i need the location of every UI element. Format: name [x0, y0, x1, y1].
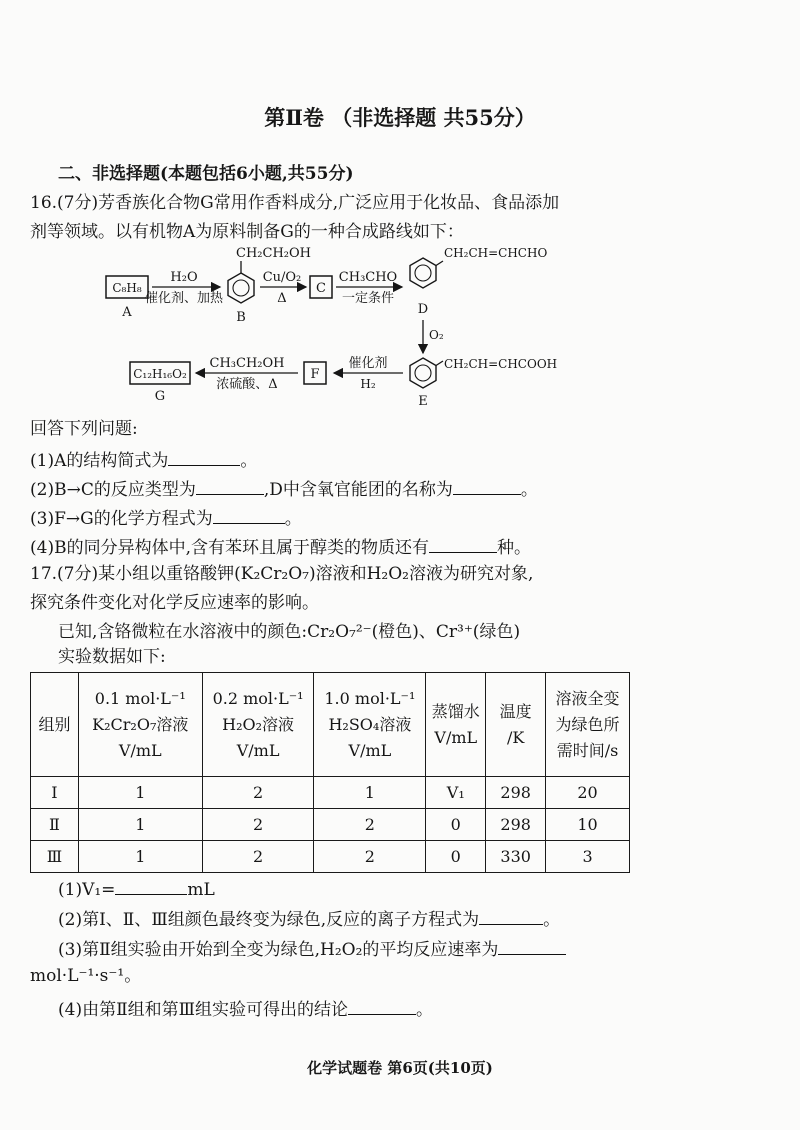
table-cell: 0: [426, 809, 486, 841]
table-cell: 1: [78, 841, 202, 873]
compound-d-benzene-ring: [410, 258, 436, 288]
table-row: [31, 777, 630, 809]
q16-part1: [30, 447, 257, 472]
q17-part4-text: (4)由第Ⅱ组和第Ⅲ组实验可得出的结论: [58, 1000, 349, 1020]
compound-e-substituent: CH₂CH=CHCOOH: [444, 357, 558, 371]
header-h2o2: 0.2 mol·L⁻¹ H₂O₂溶液 V/mL: [202, 673, 314, 777]
compound-a-label: A: [122, 305, 132, 320]
step1-reagent: H₂O: [170, 270, 198, 285]
table-cell: 298: [486, 777, 546, 809]
table-row: [31, 809, 630, 841]
q16-part4-blank: [429, 534, 497, 553]
q17-known: 已知,含铬微粒在水溶液中的颜色:Cr₂O₇²⁻(橙色)、Cr³⁺(绿色): [58, 622, 521, 642]
q17-part3-text: (3)第Ⅱ组实验由开始到全变为绿色,H₂O₂的平均反应速率为: [58, 940, 499, 960]
table-cell: 2: [202, 841, 314, 873]
q16-part1-text: (1)A的结构简式为: [30, 451, 169, 471]
compound-b-label: B: [236, 310, 246, 325]
q17-part3: [58, 936, 566, 961]
table-cell: Ⅰ: [31, 777, 79, 809]
synthesis-route-scheme: [0, 240, 800, 415]
header-k2cr2o7: 0.1 mol·L⁻¹ K₂Cr₂O₇溶液 V/mL: [78, 673, 202, 777]
q17-intro-line1: 17.(7分)某小组以重铬酸钾(K₂Cr₂O₇)溶液和H₂O₂溶液为研究对象,: [30, 564, 534, 584]
header-water: 蒸馏水 V/mL: [426, 673, 486, 777]
q16-answer-prompt: 回答下列问题:: [30, 419, 138, 439]
q17-part2-blank: [479, 906, 543, 925]
table-cell: 2: [314, 809, 426, 841]
table-cell: 20: [546, 777, 630, 809]
experiment-data-table: [30, 672, 630, 873]
compound-e-benzene-ring: [410, 358, 436, 388]
q17-part4-end: 。: [416, 1000, 434, 1020]
table-cell: 1: [314, 777, 426, 809]
compound-d-substituent: CH₂CH=CHCHO: [444, 246, 548, 260]
part-title: 第Ⅱ卷 （非选择题 共55分）: [264, 105, 536, 130]
compound-d-label: D: [417, 302, 429, 317]
table-cell: 2: [202, 809, 314, 841]
q16-part2-text: (2)B→C的反应类型为: [30, 480, 196, 500]
compound-b-substituent: CH₂CH₂OH: [236, 246, 311, 261]
q17-part2-end: 。: [543, 910, 561, 930]
step3-reagent: CH₃CHO: [338, 270, 398, 285]
q16-part3-text: (3)F→G的化学方程式为: [30, 509, 213, 529]
q17-part1-text: (1)V₁=: [58, 880, 116, 900]
header-group: 组别: [31, 673, 79, 777]
q17-part4: [58, 996, 433, 1021]
table-cell: 0: [426, 841, 486, 873]
table-cell: 1: [78, 809, 202, 841]
q16-part4-text: (4)B的同分异构体中,含有苯环且属于醇类的物质还有: [30, 538, 429, 558]
q17-part3-unit: mol·L⁻¹·s⁻¹。: [30, 966, 142, 986]
q17-data-prompt: 实验数据如下:: [58, 647, 166, 667]
q16-part2: [30, 476, 538, 501]
q16-part2-end: 。: [520, 480, 538, 500]
q16-part2-blank2: [453, 476, 521, 495]
step2-reagent: Cu/O₂: [262, 270, 302, 285]
header-time: 溶液全变 为绿色所 需时间/s: [546, 673, 630, 777]
q17-part2-text: (2)第Ⅰ、Ⅱ、Ⅲ组颜色最终变为绿色,反应的离子方程式为: [58, 910, 480, 930]
compound-a-formula: C₈H₈: [112, 281, 142, 295]
q16-part2-text2: ,D中含氧官能团的名称为: [263, 480, 453, 500]
q16-part1-end: 。: [240, 451, 258, 471]
table-cell: 1: [78, 777, 202, 809]
q17-part4-blank: [348, 996, 416, 1015]
step1-condition: 催化剂、加热: [144, 291, 224, 306]
q17-intro-line2: 探究条件变化对化学反应速率的影响。: [30, 593, 319, 613]
table-cell: 298: [486, 809, 546, 841]
q16-part4: [30, 534, 531, 559]
step2-condition: Δ: [277, 291, 287, 306]
q17-part1-blank: [115, 876, 187, 895]
step4-reagent: O₂: [429, 328, 444, 342]
q17-part1-unit: mL: [187, 880, 215, 900]
compound-c-label: C: [316, 281, 326, 296]
table-cell: 3: [546, 841, 630, 873]
step6-reagent: CH₃CH₂OH: [209, 356, 285, 371]
page-footer: 化学试题卷 第6页(共10页): [307, 1059, 493, 1077]
q17-part2: [58, 906, 560, 931]
compound-e-bond: [436, 361, 443, 366]
compound-e-label: E: [418, 394, 428, 409]
table-cell: 10: [546, 809, 630, 841]
table-cell: Ⅲ: [31, 841, 79, 873]
table-cell: 330: [486, 841, 546, 873]
compound-g-label: G: [154, 389, 166, 404]
q16-part2-blank1: [196, 476, 264, 495]
table-cell: V₁: [426, 777, 486, 809]
table-cell: 2: [314, 841, 426, 873]
header-temperature: 温度 /K: [486, 673, 546, 777]
step3-condition: 一定条件: [341, 291, 395, 306]
table-row: [31, 841, 630, 873]
q17-part1: [58, 876, 215, 901]
q16-intro-line1: 16.(7分)芳香族化合物G常用作香料成分,广泛应用于化妆品、食品添加: [30, 193, 560, 213]
q16-part3-end: 。: [284, 509, 302, 529]
step6-condition: 浓硫酸、Δ: [216, 377, 278, 392]
q16-part3-blank: [213, 505, 285, 524]
compound-g-formula: C₁₂H₁₆O₂: [133, 367, 187, 381]
q16-part3: [30, 505, 302, 530]
compound-d-bond: [436, 261, 443, 266]
step5-condition: H₂: [360, 377, 376, 391]
q16-part1-blank: [168, 447, 240, 466]
section-heading: 二、非选择题(本题包括6小题,共55分): [58, 164, 354, 184]
table-cell: Ⅱ: [31, 809, 79, 841]
q17-part3-blank: [498, 936, 566, 955]
q16-intro-line2: 剂等领域。以有机物A为原料制备G的一种合成路线如下：: [30, 222, 464, 242]
q16-part4-end: 种。: [496, 538, 531, 558]
table-header-row: [31, 673, 630, 777]
compound-b-benzene-ring: [228, 273, 254, 303]
header-h2so4: 1.0 mol·L⁻¹ H₂SO₄溶液 V/mL: [314, 673, 426, 777]
step5-reagent: 催化剂: [348, 356, 388, 371]
compound-f-label: F: [310, 367, 320, 382]
table-cell: 2: [202, 777, 314, 809]
